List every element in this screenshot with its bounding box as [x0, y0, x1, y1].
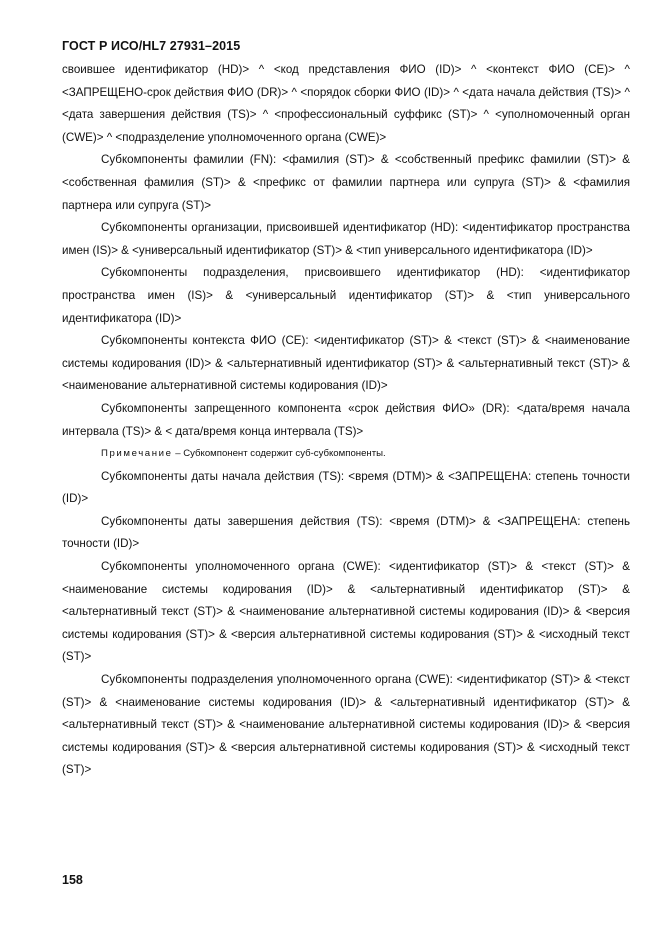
paragraph-assigning-authority: Субкомпоненты организации, присвоившей идентификатор (HD): <идентификатор пространства имен (IS)> & <универсальный идентификатор (ST)> & <тип универсального идентификатора (ID)>	[62, 221, 630, 257]
paragraph-effective-date: Субкомпоненты даты начала действия (TS): <время (DTM)> & <ЗАПРЕЩЕНА: степень точности (ID)>	[62, 469, 630, 506]
paragraph-assigning-jurisdiction: Субкомпоненты уполномоченного органа (CWE): <идентификатор (ST)> & <текст (ST)> & <наименование системы кодирования (ID)> & <альтернативный идентификатор (ST)> & <альтернативный текст (ST)> & <наименование альтернативной системы кодирования (ID)> & <версия системы кодирования (ST)> & <версия альтернативной системы кодирования (ST)> & <исходный текст (ST)>	[62, 560, 630, 664]
paragraph-assigning-agency: Субкомпоненты подразделения уполномоченного органа (CWE): <идентификатор (ST)> & <текст (ST)> & <наименование системы кодирования (ID)> & <альтернативный идентификатор (ST)> & <альтернативный текст (ST)> & <наименование альтернативной системы кодирования (ID)> & <версия системы кодирования (ST)> & <версия альтернативной системы кодирования (ST)> & <исходный текст (ST)>	[62, 673, 630, 777]
paragraph-family-subcomponents: Субкомпоненты фамилии (FN): <фамилия (ST)> & <собственный префикс фамилии (ST)> & <собственная фамилия (ST)> & <префикс от фамилии партнера или супруга (ST)> & <фамилия партнера или супруга (ST)>	[62, 153, 630, 212]
document-page	[62, 38, 630, 782]
paragraph-name-context: Субкомпоненты контекста ФИО (CE): <идентификатор (ST)> & <текст (ST)> & <наименование системы кодирования (ID)> & <альтернативный идентификатор (ST)> & <альтернативный текст (ST)> & <наименование альтернативной системы кодирования (ID)>	[62, 334, 630, 393]
note	[62, 443, 630, 466]
document-header: ГОСТ Р ИСО/HL7 27931–2015	[62, 39, 241, 53]
note-label: Примечание	[101, 448, 173, 460]
paragraph-expiration-date: Субкомпоненты даты завершения действия (TS): <время (DTM)> & <ЗАПРЕЩЕНА: степень точности (ID)>	[62, 514, 630, 551]
note-text: – Субкомпонент содержит суб-субкомпоненты.	[172, 448, 386, 460]
paragraph-assigning-facility: Субкомпоненты подразделения, присвоившего идентификатор (HD): <идентификатор пространства имен (IS)> & <универсальный идентификатор (ST)> & <тип универсального идентификатора (ID)>	[62, 266, 630, 325]
paragraph-continuation: своившее идентификатор (HD)> ^ <код представления ФИО (ID)> ^ <контекст ФИО (CE)> ^ <ЗАПРЕЩЕНО-срок действия ФИО (DR)> ^ <порядок сборки ФИО (ID)> ^ <дата начала действия (TS)> ^ <дата завершения действия (TS)> ^ <профессиональный суффикс (ST)> ^ <уполномоченный орган (CWE)> ^ <подразделение уполномоченного органа (CWE)>	[62, 63, 630, 144]
page-number: 158	[62, 873, 83, 887]
paragraph-name-validity-range: Субкомпоненты запрещенного компонента «срок действия ФИО» (DR): <дата/время начала интервала (TS)> & < дата/время конца интервала (TS)>	[62, 401, 630, 438]
document-body	[62, 59, 630, 782]
